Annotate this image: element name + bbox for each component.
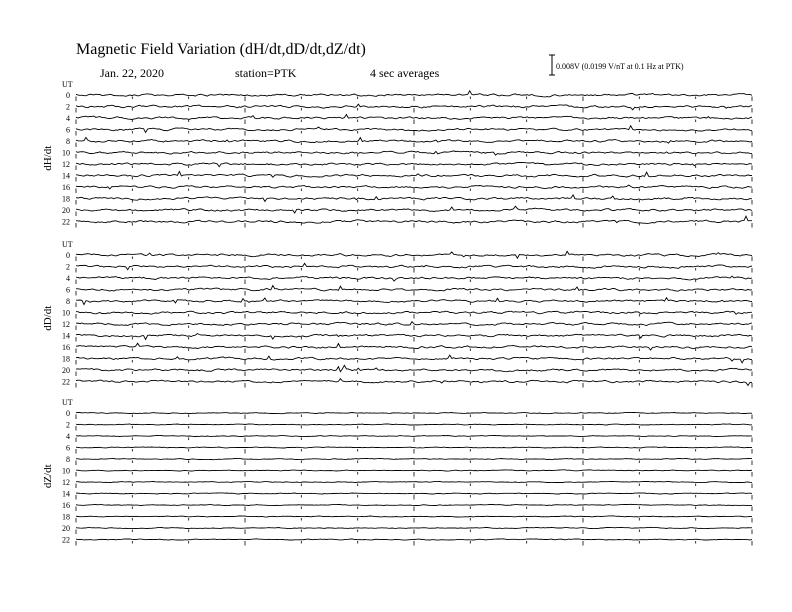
hour-label: 12 [62, 160, 70, 169]
trace-line [76, 436, 752, 437]
panel-ylabel: dD/dt [42, 305, 54, 331]
trace-line [76, 516, 752, 517]
hour-label: 4 [66, 114, 70, 123]
hour-label: 18 [62, 512, 70, 522]
hour-label: 22 [62, 377, 70, 387]
hour-label: 12 [62, 320, 70, 329]
hour-label: 20 [62, 366, 70, 375]
trace-line [76, 470, 752, 471]
hour-label: 6 [66, 125, 70, 135]
trace-line [76, 539, 752, 540]
hour-label: 0 [66, 251, 70, 260]
hour-label: 0 [66, 91, 70, 100]
hour-label: 10 [62, 308, 70, 318]
trace-line [76, 137, 752, 143]
panel-dhdt [42, 80, 752, 228]
ut-axis-label: UT [62, 80, 73, 89]
trace-line [76, 286, 752, 292]
trace-line [76, 504, 752, 505]
trace-line [76, 185, 752, 189]
trace-line [76, 481, 752, 482]
hour-label: 14 [62, 489, 70, 499]
trace-line [76, 91, 752, 97]
trace-line [76, 216, 752, 223]
trace-line [76, 311, 752, 314]
trace-line [76, 458, 752, 459]
hour-label: 14 [62, 331, 70, 341]
trace-line [76, 171, 752, 177]
panel-ylabel: dH/dt [42, 145, 54, 171]
trace-line [76, 447, 752, 448]
panel-ylabel: dZ/dt [42, 464, 54, 489]
hour-label: 12 [62, 478, 70, 487]
hour-label: 20 [62, 206, 70, 215]
trace-line [76, 424, 752, 425]
date-label: Jan. 22, 2020 [100, 66, 164, 80]
hour-label: 16 [62, 501, 70, 510]
trace-line [76, 493, 752, 494]
panel-dzdt [42, 398, 752, 546]
hour-label: 22 [62, 535, 70, 545]
ut-axis-label: UT [62, 240, 73, 249]
hour-label: 16 [62, 343, 70, 352]
hour-label: 18 [62, 354, 70, 364]
hour-label: 10 [62, 466, 70, 476]
hour-label: 6 [66, 443, 70, 453]
hour-label: 14 [62, 171, 70, 181]
hour-label: 0 [66, 409, 70, 418]
averaging-label: 4 sec averages [370, 66, 440, 80]
station-label: station=PTK [235, 66, 297, 80]
hour-label: 10 [62, 148, 70, 158]
trace-line [76, 115, 752, 120]
hour-label: 20 [62, 524, 70, 533]
trace-line [76, 365, 752, 371]
hour-label: 6 [66, 285, 70, 295]
panels-group [42, 80, 752, 546]
hour-label: 2 [66, 420, 70, 430]
scale-bar [549, 55, 555, 75]
hour-label: 4 [66, 274, 70, 283]
chart-title: Magnetic Field Variation (dH/dt,dD/dt,dZ/dt) [76, 41, 366, 58]
hour-label: 4 [66, 432, 70, 441]
hour-label: 8 [66, 137, 70, 146]
hour-label: 8 [66, 455, 70, 464]
panel-dddt [42, 240, 752, 388]
hour-label: 2 [66, 262, 70, 272]
hour-label: 2 [66, 102, 70, 112]
ut-axis-label: UT [62, 398, 73, 407]
hour-label: 18 [62, 194, 70, 204]
scale-label: 0.008V (0.0199 V/nT at 0.1 Hz at PTK) [556, 62, 684, 71]
trace-line [76, 412, 752, 413]
trace-line [76, 322, 752, 326]
hour-label: 8 [66, 297, 70, 306]
hour-label: 16 [62, 183, 70, 192]
hour-label: 22 [62, 217, 70, 227]
trace-line [76, 527, 752, 528]
